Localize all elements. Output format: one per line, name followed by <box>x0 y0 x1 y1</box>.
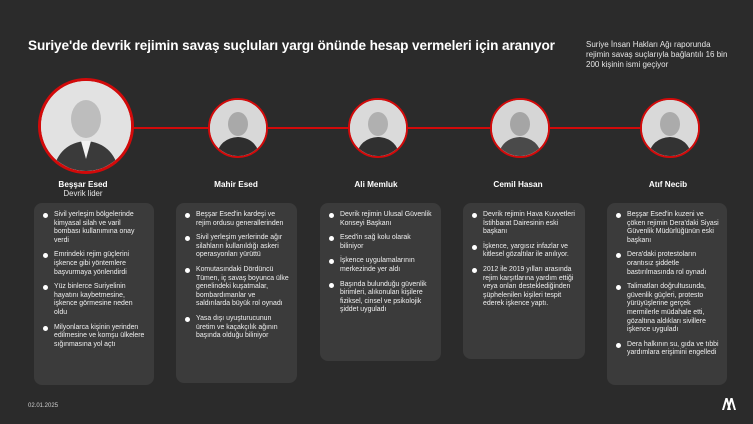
bullet-icon <box>185 236 190 241</box>
info-card-5 <box>607 203 727 385</box>
info-card-4 <box>463 203 585 359</box>
bullet-icon <box>329 283 334 288</box>
bullet-icon <box>185 213 190 218</box>
bullet-icon <box>43 213 48 218</box>
page-subtitle: Suriye İnsan Hakları Ağı raporunda rejimin savaş suçlarıyla bağlantılı 16 bin 200 kişinin ismi geçiyor <box>586 40 728 69</box>
person-name: Cemil Hasan <box>493 180 543 189</box>
info-item: Beşşar Esed'in kardeşi ve rejim ordusu generallerinden <box>185 211 289 228</box>
person-role: Devrik lider <box>63 189 103 198</box>
photo-person-5 <box>640 98 700 158</box>
photo-person-3 <box>348 98 408 158</box>
aa-logo-icon <box>722 397 736 409</box>
info-item: Dera'daki protestoların orantısız şiddetle bastırılmasında rol oynadı <box>616 251 719 277</box>
info-item: Esed'in sağ kolu olarak biliniyor <box>329 234 433 251</box>
info-item: Başında bulunduğu güvenlik birimleri, alıkonulan kişilere fiziksel, cinsel ve psikolojik şiddet uyguladı <box>329 281 433 315</box>
bullet-icon <box>329 213 334 218</box>
person-name: Ali Memluk <box>354 180 398 189</box>
info-item: Milyonlarca kişinin yerinden edilmesine ve komşu ülkelere sığınmasına yol açtı <box>43 324 146 350</box>
info-item: Komutasındaki Dördüncü Tümen, iç savaş boyunca ülke genelindeki kuşatmalar, bombardımanlar ve saldırılarda büyük rol oynadı <box>185 266 289 309</box>
bullet-icon <box>616 343 621 348</box>
info-item: Sivil yerleşim yerlerinde ağır silahların kullanıldığı askeri operasyonları yürüttü <box>185 234 289 260</box>
info-item: Talimatları doğrultusunda, güvenlik güçleri, protesto yürüyüşlerine gerçek mermilerle müdahale etti, gözaltına aldıkları sivillere işkence uyguladı <box>616 283 719 335</box>
info-item: 2012 ile 2019 yılları arasında rejim karşıtlarına yardım ettiği veya onları desteklediğinden şüphelenilen kişileri tespit ederek işkence yaptı. <box>472 266 577 309</box>
bullet-icon <box>616 285 621 290</box>
person-silhouette-icon <box>642 100 698 156</box>
info-card-3 <box>320 203 441 361</box>
photo-person-1 <box>38 78 134 174</box>
bullet-icon <box>329 236 334 241</box>
bullet-icon <box>472 213 477 218</box>
date-label: 02.01.2025 <box>28 403 59 409</box>
bullet-icon <box>43 253 48 258</box>
bullet-icon <box>185 317 190 322</box>
info-item: Yüz binlerce Suriyelinin hayatını kaybetmesine, işkence görmesine neden oldu <box>43 283 146 317</box>
bullet-icon <box>616 253 621 258</box>
info-item: İşkence uygulamalarının merkezinde yer aldı <box>329 257 433 274</box>
info-card-1 <box>34 203 154 385</box>
info-item: Sivil yerleşim bölgelerinde kimyasal silah ve varil bombası kullanımına onay verdi <box>43 211 146 245</box>
bullet-icon <box>616 213 621 218</box>
info-item: Beşşar Esed'in kuzeni ve çöken rejimin Dera'daki Siyasi Güvenlik Müdürlüğünün eski başkanı <box>616 211 719 245</box>
info-item: Dera halkının su, gıda ve tıbbi yardımlara erişimini engelledi <box>616 341 719 358</box>
bullet-icon <box>43 285 48 290</box>
info-item: Devrik rejimin Ulusal Güvenlik Konseyi Başkanı <box>329 211 433 228</box>
bullet-icon <box>43 326 48 331</box>
person-silhouette-icon <box>41 81 131 171</box>
bullet-icon <box>329 259 334 264</box>
info-item: Devrik rejimin Hava Kuvvetleri İstihbarat Dairesinin eski başkanı <box>472 211 577 237</box>
info-item: İşkence, yargısız infazlar ve kitlesel gözaltılar ile anılıyor. <box>472 243 577 260</box>
page-title: Suriye'de devrik rejimin savaş suçluları yargı önünde hesap vermeleri için aranıyor <box>28 38 555 53</box>
bullet-icon <box>472 245 477 250</box>
info-item: Yasa dışı uyuşturucunun üretim ve kaçakçılık ağının başında olduğu biliniyor <box>185 315 289 341</box>
person-name: Atıf Necib <box>648 180 688 189</box>
person-silhouette-icon <box>350 100 406 156</box>
bullet-icon <box>185 268 190 273</box>
info-card-2 <box>176 203 297 383</box>
info-item: Emrindeki rejim güçlerini işkence gibi yöntemlere başvurmaya yönlendirdi <box>43 251 146 277</box>
bullet-icon <box>472 268 477 273</box>
person-silhouette-icon <box>492 100 548 156</box>
photo-person-2 <box>208 98 268 158</box>
person-silhouette-icon <box>210 100 266 156</box>
person-name: Beşşar Esed <box>58 180 108 189</box>
person-name: Mahir Esed <box>214 180 258 189</box>
photo-person-4 <box>490 98 550 158</box>
